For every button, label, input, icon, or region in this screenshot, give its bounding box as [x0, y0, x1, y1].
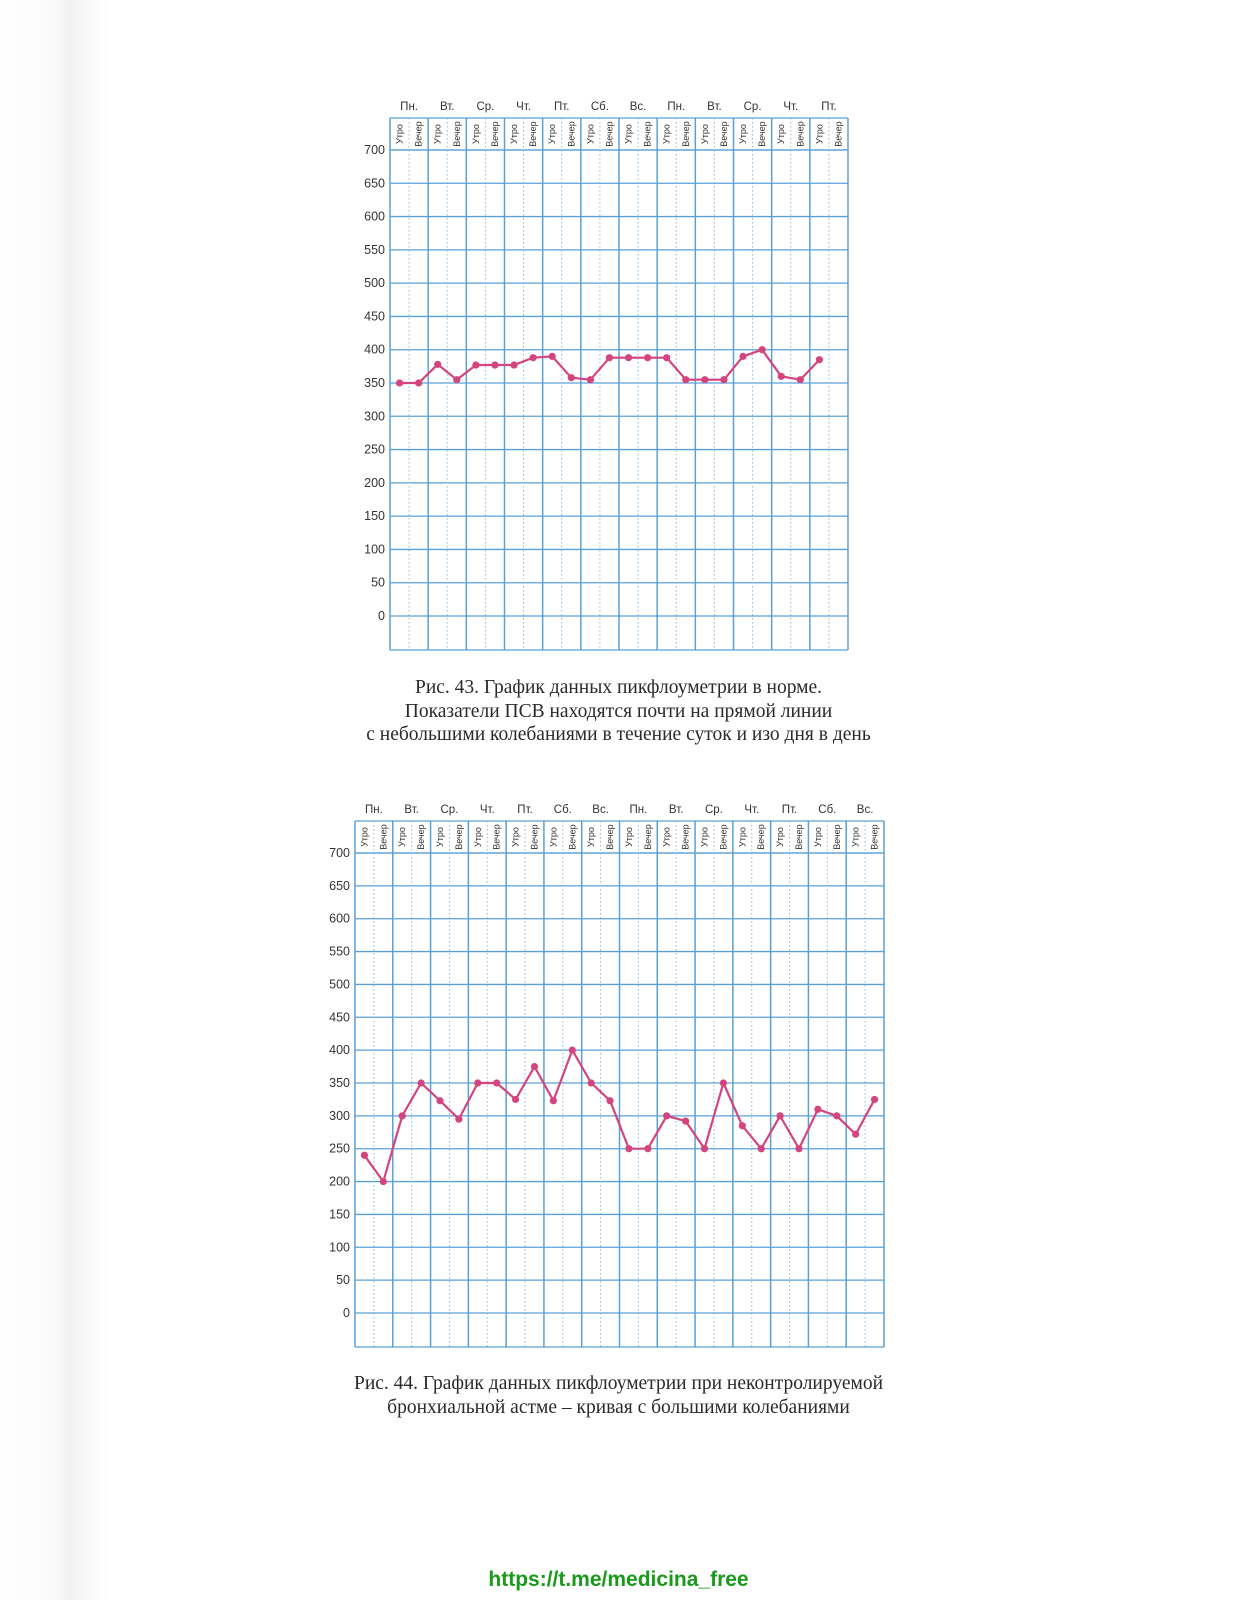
slot-label: Утро: [586, 827, 597, 847]
data-point: [550, 1097, 557, 1104]
data-point: [833, 1112, 840, 1119]
slot-label: Утро: [775, 827, 786, 847]
chart-2: [329, 804, 884, 1347]
data-point: [625, 354, 632, 361]
slot-label: Вечер: [833, 121, 844, 147]
slot-label: Вечер: [757, 121, 768, 147]
slot-label: Вечер: [793, 824, 804, 850]
day-label: Сб.: [818, 804, 837, 816]
y-tick-label: 200: [364, 475, 385, 490]
data-point: [778, 373, 785, 380]
slot-label: Вечер: [529, 824, 540, 850]
day-label: Пт.: [821, 101, 837, 113]
day-label: Ср.: [705, 804, 723, 816]
data-point: [380, 1178, 387, 1185]
caption-line: Рис. 43. График данных пикфлоуметрии в норме.: [414, 677, 823, 698]
y-tick-label: 300: [329, 1108, 350, 1123]
slot-label: Вечер: [680, 121, 691, 147]
day-label: Вт.: [668, 804, 684, 816]
day-label: Пт.: [781, 804, 798, 816]
y-tick-label: 150: [329, 1207, 350, 1222]
figure-43-caption: [0, 676, 1237, 747]
slot-label: Утро: [509, 124, 520, 144]
data-point: [531, 1063, 538, 1070]
data-point: [569, 1047, 576, 1054]
slot-label: Вечер: [416, 824, 427, 850]
y-tick-label: 350: [364, 376, 385, 390]
y-tick-label: 150: [364, 509, 385, 524]
day-label: Вт.: [404, 804, 419, 816]
data-point: [436, 1097, 443, 1104]
day-label: Чт.: [744, 804, 760, 816]
slot-label: Вечер: [491, 824, 502, 850]
data-point: [644, 354, 651, 361]
slot-label: Утро: [432, 124, 443, 144]
data-point: [758, 1145, 765, 1152]
y-tick-label: 400: [329, 1043, 350, 1058]
y-tick-label: 350: [329, 1076, 350, 1090]
day-label: Вт.: [707, 101, 722, 113]
day-label: Вс.: [856, 804, 874, 816]
day-label: Пн.: [629, 804, 648, 816]
slot-label: Утро: [737, 827, 748, 847]
slot-label: Вечер: [567, 824, 578, 850]
day-label: Пт.: [517, 804, 533, 816]
data-point: [814, 1106, 821, 1113]
slot-label: Утро: [738, 124, 749, 144]
y-tick-label: 600: [329, 911, 350, 926]
slot-label: Утро: [548, 827, 559, 847]
slot-label: Утро: [435, 827, 446, 847]
data-point: [644, 1145, 651, 1152]
y-tick-label: 550: [329, 944, 350, 959]
data-point: [701, 376, 708, 383]
data-point: [455, 1116, 462, 1123]
y-tick-label: 50: [336, 1273, 350, 1288]
y-tick-label: 200: [329, 1174, 350, 1189]
data-point: [852, 1131, 859, 1138]
data-point: [361, 1152, 368, 1159]
day-label: Вс.: [629, 101, 647, 113]
slot-label: Утро: [472, 827, 483, 847]
slot-label: Утро: [814, 124, 825, 144]
slot-label: Утро: [394, 124, 405, 144]
caption-line: Рис. 44. График данных пикфлоуметрии при неконтролируемой: [353, 1373, 884, 1394]
data-point: [682, 1118, 689, 1125]
slot-label: Вечер: [869, 824, 880, 850]
caption-line: с небольшими колебаниями в течение суток и изо дня в день: [366, 724, 871, 745]
y-tick-label: 450: [364, 309, 385, 324]
caption-line: Показатели ПСВ находятся почти на прямой линии: [404, 700, 833, 722]
data-point: [663, 354, 670, 361]
data-point: [776, 1112, 783, 1119]
slot-label: Вечер: [718, 824, 729, 850]
slot-label: Утро: [510, 827, 521, 847]
slot-label: Утро: [812, 827, 823, 847]
y-tick-label: 500: [364, 276, 385, 291]
day-label: Сб.: [590, 101, 609, 113]
day-label: Ср.: [743, 101, 762, 113]
data-point: [682, 376, 689, 383]
figure-44-caption: [0, 1372, 1237, 1419]
data-point: [491, 361, 498, 368]
day-label: Вт.: [440, 101, 455, 113]
footer-link[interactable]: [0, 1568, 1237, 1592]
data-point: [434, 361, 441, 368]
y-tick-label: 650: [364, 176, 385, 191]
data-point: [493, 1079, 500, 1086]
data-point: [739, 1122, 746, 1129]
data-point: [415, 379, 422, 386]
y-tick-label: 700: [364, 143, 385, 157]
slot-label: Вечер: [604, 121, 615, 147]
data-point: [739, 353, 746, 360]
y-tick-label: 700: [329, 846, 350, 860]
slot-label: Утро: [661, 827, 672, 847]
data-point: [871, 1096, 878, 1103]
day-label: Пн.: [667, 101, 686, 113]
y-tick-label: 300: [364, 409, 385, 424]
data-point: [795, 1145, 802, 1152]
data-point: [549, 353, 556, 360]
day-label: Пн.: [364, 804, 383, 816]
day-label: Пн.: [400, 101, 418, 113]
slot-label: Вечер: [605, 824, 616, 850]
slot-label: Вечер: [453, 824, 464, 850]
y-tick-label: 250: [364, 442, 385, 457]
slot-label: Вечер: [831, 824, 842, 850]
slot-label: Вечер: [451, 121, 462, 147]
data-point: [720, 376, 727, 383]
y-tick-label: 600: [364, 209, 385, 224]
slot-label: Утро: [850, 827, 861, 847]
slot-label: Утро: [776, 124, 787, 144]
slot-label: Вечер: [528, 121, 539, 147]
data-point: [588, 1079, 595, 1086]
data-point: [418, 1079, 425, 1086]
data-point: [606, 354, 613, 361]
data-point: [512, 1096, 519, 1103]
y-tick-label: 450: [329, 1010, 350, 1025]
y-tick-label: 250: [329, 1141, 350, 1156]
slot-label: Утро: [661, 124, 672, 144]
data-point: [587, 376, 594, 383]
y-tick-label: 0: [378, 609, 385, 623]
slot-label: Утро: [547, 124, 558, 144]
data-point: [663, 1112, 670, 1119]
day-label: Ср.: [476, 101, 495, 113]
data-point: [568, 374, 575, 381]
slot-label: Вечер: [795, 121, 806, 147]
data-point: [530, 354, 537, 361]
slot-label: Вечер: [566, 121, 577, 147]
slot-label: Вечер: [489, 121, 500, 147]
slot-label: Утро: [359, 827, 370, 847]
data-point: [472, 361, 479, 368]
slot-label: Утро: [699, 124, 710, 144]
day-label: Чт.: [783, 101, 799, 113]
data-point: [606, 1097, 613, 1104]
slot-label: Вечер: [642, 824, 653, 850]
slot-label: Утро: [397, 827, 408, 847]
data-point: [701, 1145, 708, 1152]
slot-label: Утро: [623, 827, 634, 847]
data-point: [396, 379, 403, 386]
slot-label: Утро: [623, 124, 634, 144]
slot-label: Утро: [470, 124, 481, 144]
data-point: [816, 356, 823, 363]
slot-label: Утро: [585, 124, 596, 144]
y-tick-label: 0: [343, 1306, 350, 1320]
caption-line: бронхиальной астме – кривая с большими колебаниями: [387, 1396, 850, 1418]
data-point: [453, 376, 460, 383]
y-tick-label: 400: [364, 342, 385, 357]
slot-label: Вечер: [756, 824, 767, 850]
data-point: [797, 376, 804, 383]
data-point: [474, 1079, 481, 1086]
slot-label: Вечер: [378, 824, 389, 850]
day-label: Вс.: [592, 804, 609, 816]
slot-label: Вечер: [718, 121, 729, 147]
data-point: [510, 361, 517, 368]
data-point: [399, 1112, 406, 1119]
day-label: Чт.: [479, 804, 495, 816]
y-tick-label: 550: [364, 242, 385, 257]
y-tick-label: 100: [329, 1240, 350, 1255]
data-point: [759, 346, 766, 353]
data-point: [720, 1079, 727, 1086]
slot-label: Вечер: [680, 824, 691, 850]
slot-label: Вечер: [413, 121, 424, 147]
y-tick-label: 100: [364, 542, 385, 557]
day-label: Ср.: [440, 804, 459, 816]
day-label: Пт.: [554, 101, 570, 113]
y-tick-label: 650: [329, 878, 350, 893]
y-tick-label: 50: [371, 575, 385, 590]
slot-label: Утро: [699, 827, 710, 847]
slot-label: Вечер: [642, 121, 653, 147]
chart-1: [364, 101, 848, 650]
data-point: [625, 1145, 632, 1152]
y-tick-label: 500: [329, 977, 350, 992]
telegram-link[interactable]: https://t.me/medicina_free: [488, 1568, 749, 1591]
day-label: Чт.: [516, 101, 532, 113]
day-label: Сб.: [553, 804, 572, 816]
